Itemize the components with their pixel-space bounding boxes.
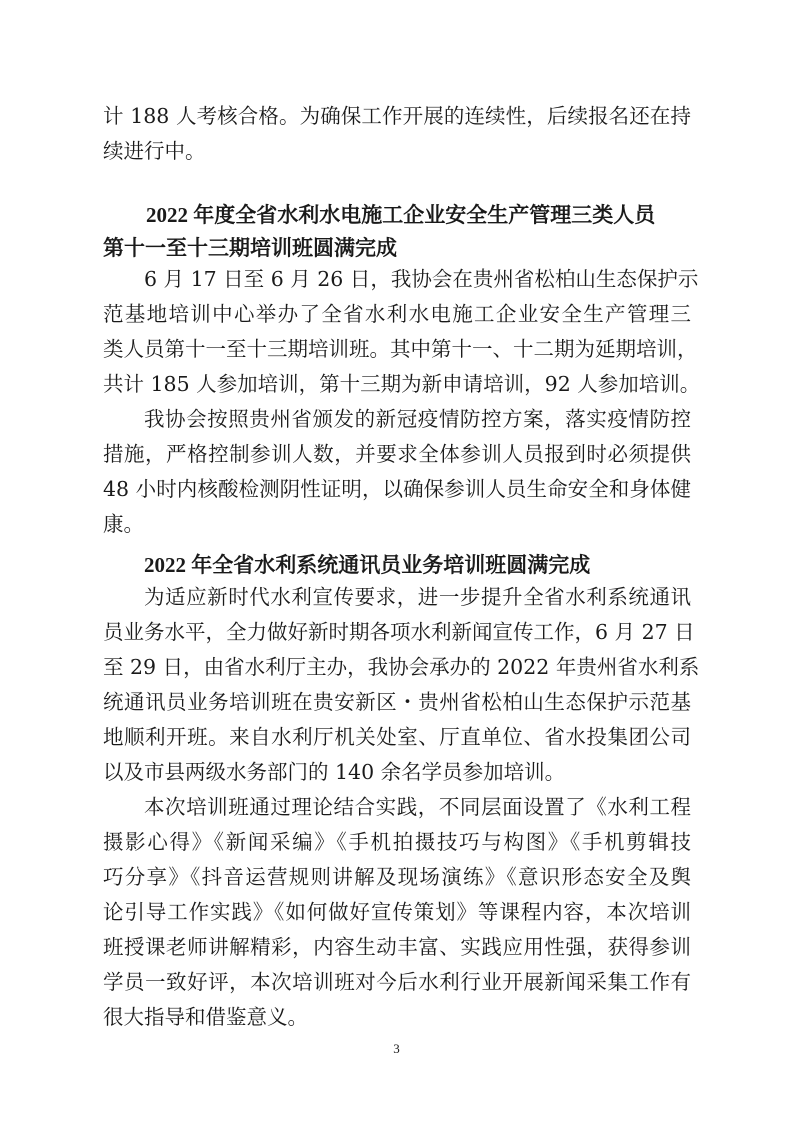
body-text-line: 本次培训班通过理论结合实践，不同层面设置了《水利工程 (144, 795, 691, 819)
body-text-line: 班授课老师讲解精彩，内容生动丰富、实践应用性强，获得参训 (103, 935, 691, 959)
body-text-line: 以及市县两级水务部门的 140 余名学员参加培训。 (103, 760, 566, 784)
section-heading: 2022 年度全省水利水电施工企业安全生产管理三类人员 (146, 203, 656, 227)
body-text-line: 统通讯员业务培训班在贵安新区・贵州省松柏山生态保护示范基 (103, 690, 691, 714)
body-text-line: 类人员第十一至十三期培训班。其中第十一、十二期为延期培训， (103, 337, 698, 361)
body-text-line: 措施，严格控制参训人数，并要求全体参训人员报到时必须提供 (103, 442, 691, 466)
body-text-line: 地顺利开班。来自水利厅机关处室、厅直单位、省水投集团公司 (103, 725, 691, 749)
body-text-line: 计 188 人考核合格。为确保工作开展的连续性，后续报名还在持 (103, 104, 691, 128)
body-text-line: 续进行中。 (103, 139, 206, 163)
section-heading: 2022 年全省水利系统通讯员业务培训班圆满完成 (144, 553, 591, 577)
body-text-line: 48 小时内核酸检测阴性证明，以确保参训人员生命安全和身体健 (103, 477, 691, 501)
section-heading: 第十一至十三期培训班圆满完成 (103, 236, 397, 260)
body-text-line: 巧分享》《抖音运营规则讲解及现场演练》《意识形态安全及舆 (103, 865, 691, 889)
page-number: 3 (393, 1041, 400, 1056)
body-text-line: 6 月 17 日至 6 月 26 日，我协会在贵州省松柏山生态保护示 (144, 267, 699, 291)
body-text-line: 论引导工作实践》《如何做好宣传策划》等课程内容，本次培训 (103, 900, 691, 924)
body-text-line: 至 29 日，由省水利厅主办，我协会承办的 2022 年贵州省水利系 (103, 655, 700, 679)
body-text-line: 很大指导和借鉴意义。 (103, 1005, 308, 1029)
body-text-line: 范基地培训中心举办了全省水利水电施工企业安全生产管理三 (103, 302, 691, 326)
body-text-line: 康。 (103, 512, 144, 536)
body-text-line: 为适应新时代水利宣传要求，进一步提升全省水利系统通讯 (144, 585, 691, 609)
body-text-line: 学员一致好评，本次培训班对今后水利行业开展新闻采集工作有 (103, 970, 691, 994)
body-text-line: 我协会按照贵州省颁发的新冠疫情防控方案，落实疫情防控 (144, 407, 691, 431)
body-text-line: 共计 185 人参加培训，第十三期为新申请培训，92 人参加培训。 (103, 372, 701, 396)
body-text-line: 员业务水平，全力做好新时期各项水利新闻宣传工作，6 月 27 日 (103, 620, 695, 644)
body-text-line: 摄影心得》《新闻采编》《手机拍摄技巧与构图》《手机剪辑技 (103, 830, 691, 854)
